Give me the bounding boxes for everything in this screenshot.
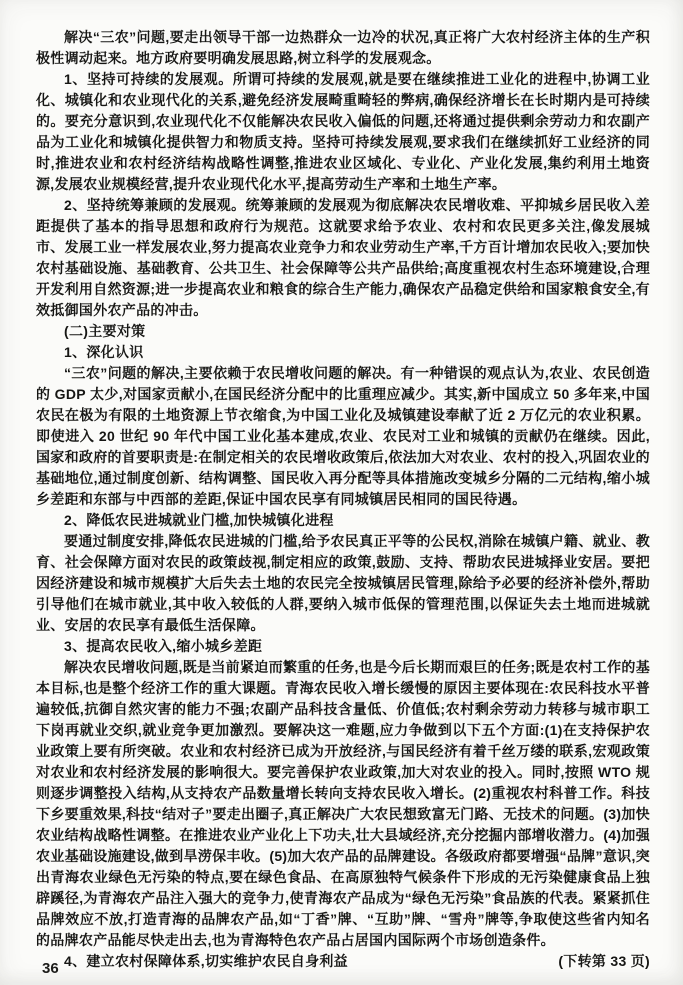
article-body <box>36 27 650 972</box>
page-number: 36 <box>42 960 59 977</box>
paragraph-sannong-solution: “三农”问题的解决,主要依赖于农民增收问题的解决。有一种错误的观点认为,农业、农民创造的 GDP 太少,对国家贡献小,在国民经济分配中的比重理应减少。其实,新中国成立 50 多年来,中国农民在极为有限的土地资源上节衣缩食,为中国工业化及城镇建设奉献了近 2 万亿元的农业积累。即使进入 20 世纪 90 年代中国工业化基本建成,农业、农民对工业和城镇的贡献仍在继续。因此,国家和政府的首要职责是:在制定相关的农民增收政策后,依法加大对农业、农村的投入,巩固农业的基础地位,通过制度创新、结构调整、国民收入再分配等具体措施改变城乡分隔的二元结构,缩小城乡差距和东部与中西部的差距,保证中国农民享有同城镇居民相同的国民待遇。 <box>36 365 650 507</box>
paragraph-income-measures: 解决农民增收问题,既是当前紧迫而繁重的任务,也是今后长期而艰巨的任务;既是农村工作的基本目标,也是整个经济工作的重大课题。青海农民收入增长缓慢的原因主要体现在:农民科技水平普遍较低,抗御自然灾害的能力不强;农副产品科技含量低、价值低;农村剩余劳动力转移与城市职工下岗再就业交织,就业竞争更加激烈。要解决这一难题,应力争做到以下五个方面:(1)在支持保护农业政策上要有所突破。农业和农村经济已成为开放经济,与国民经济有着千丝万缕的联系,宏观政策对农业和农村经济发展的影响很大。要完善保护农业政策,加大对农业的投入。同时,按照 WTO 规则逐步调整投入结构,从支持农产品数量增长转向支持农民收入增长。(2)重视农村科普工作。科技下乡要重效果,科技“结对子”要走出圈子,真正解决广大农民想致富无门路、无技术的问题。(3)加快农业结构战略性调整。在推进农业产业化上下功夫,壮大县域经济,充分挖掘内部增收潜力。(4)加强农业基础设施建设,做到旱涝保丰收。(5)加大农产品的品牌建设。各级政府都要增强“品牌”意识,突出青海农业绿色无污染的特点,要在绿色食品、在高原独特气候条件下形成的无污染健康食品上独辟蹊径,为青海农产品注入强大的竞争力,使青海农产品成为“绿色无污染”食品族的代表。紧紧抓住品牌效应不放,打造青海的品牌农产品,如“丁香”牌、“互助”牌、“雪舟”牌等,争取使这些省内知名的品牌农产品能尽快走出去,也为青海特色农产品占居国内国际两个市场创造条件。 <box>36 659 650 948</box>
section-heading-raise-income: 3、提高农民收入,缩小城乡差距 <box>64 638 263 654</box>
paragraph-sustainable-development: 1、坚持可持续的发展观。所谓可持续的发展观,就是要在继续推进工业化的进程中,协调工业化、城镇化和农业现代化的关系,避免经济发展畸重畸轻的弊病,确保经济增长在长时期内是可持续的。要充分意识到,农业现代化不仅能解决农民收入偏低的问题,还将通过提供剩余劳动力和农副产品为工业化和城镇化提供智力和物质支持。坚持可持续发展观,要求我们在继续抓好工业经济的同时,推进农业和农村经济结构战略性调整,推进农业区域化、专业化、产业化发展,集约利用土地资源,发展农业规模经营,提升农业现代化水平,提高劳动生产率和土地生产率。 <box>36 71 650 192</box>
section-heading-lower-entry-threshold: 2、降低农民进城就业门槛,加快城镇化进程 <box>64 512 334 528</box>
section-heading-rural-security: 4、建立农村保障体系,切实维护农民自身利益 <box>64 953 348 969</box>
final-heading-row <box>36 951 650 972</box>
intro-paragraph: 解决“三农”问题,要走出领导干部一边热群众一边冷的状况,真正将广大农村经济主体的生产积极性调动起来。地方政府要明确发展思路,树立科学的发展观念。 <box>36 29 650 66</box>
continuation-note: (下转第 33 页) <box>558 953 650 969</box>
paragraph-overall-planning: 2、坚持统筹兼顾的发展观。统筹兼顾的发展观为彻底解决农民增收难、平抑城乡居民收入差距提供了基本的指导思想和政府行为规范。这就要求给予农业、农村和农民更多关注,像发展城市、发展工业一样发展农业,努力提高农业竞争力和农业劳动生产率,千方百计增加农民收入;要加快农村基础设施、基础教育、公共卫生、社会保障等公共产品供给;高度重视农村生态环境建设,合理开发利用自然资源;进一步提高农业和粮食的综合生产能力,确保农产品稳定供给和国家粮食安全,有效抵御国外农产品的冲击。 <box>36 197 650 318</box>
section-heading-main-countermeasures: (二)主要对策 <box>64 323 146 339</box>
paragraph-urbanization: 要通过制度安排,降低农民进城的门槛,给予农民真正平等的公民权,消除在城镇户籍、就业、教育、社会保障方面对农民的政策歧视,制定相应的政策,鼓励、支持、帮助农民进城择业安居。要把因经济建设和城市规模扩大后失去土地的农民完全按城镇居民管理,除给予必要的经济补偿外,帮助引导他们在城市就业,其中收入较低的人群,要纳入城市低保的管理范围,以保证失去土地而进城就业、安居的农民享有最低生活保障。 <box>36 533 650 633</box>
section-heading-deepen-understanding: 1、深化认识 <box>64 344 144 360</box>
